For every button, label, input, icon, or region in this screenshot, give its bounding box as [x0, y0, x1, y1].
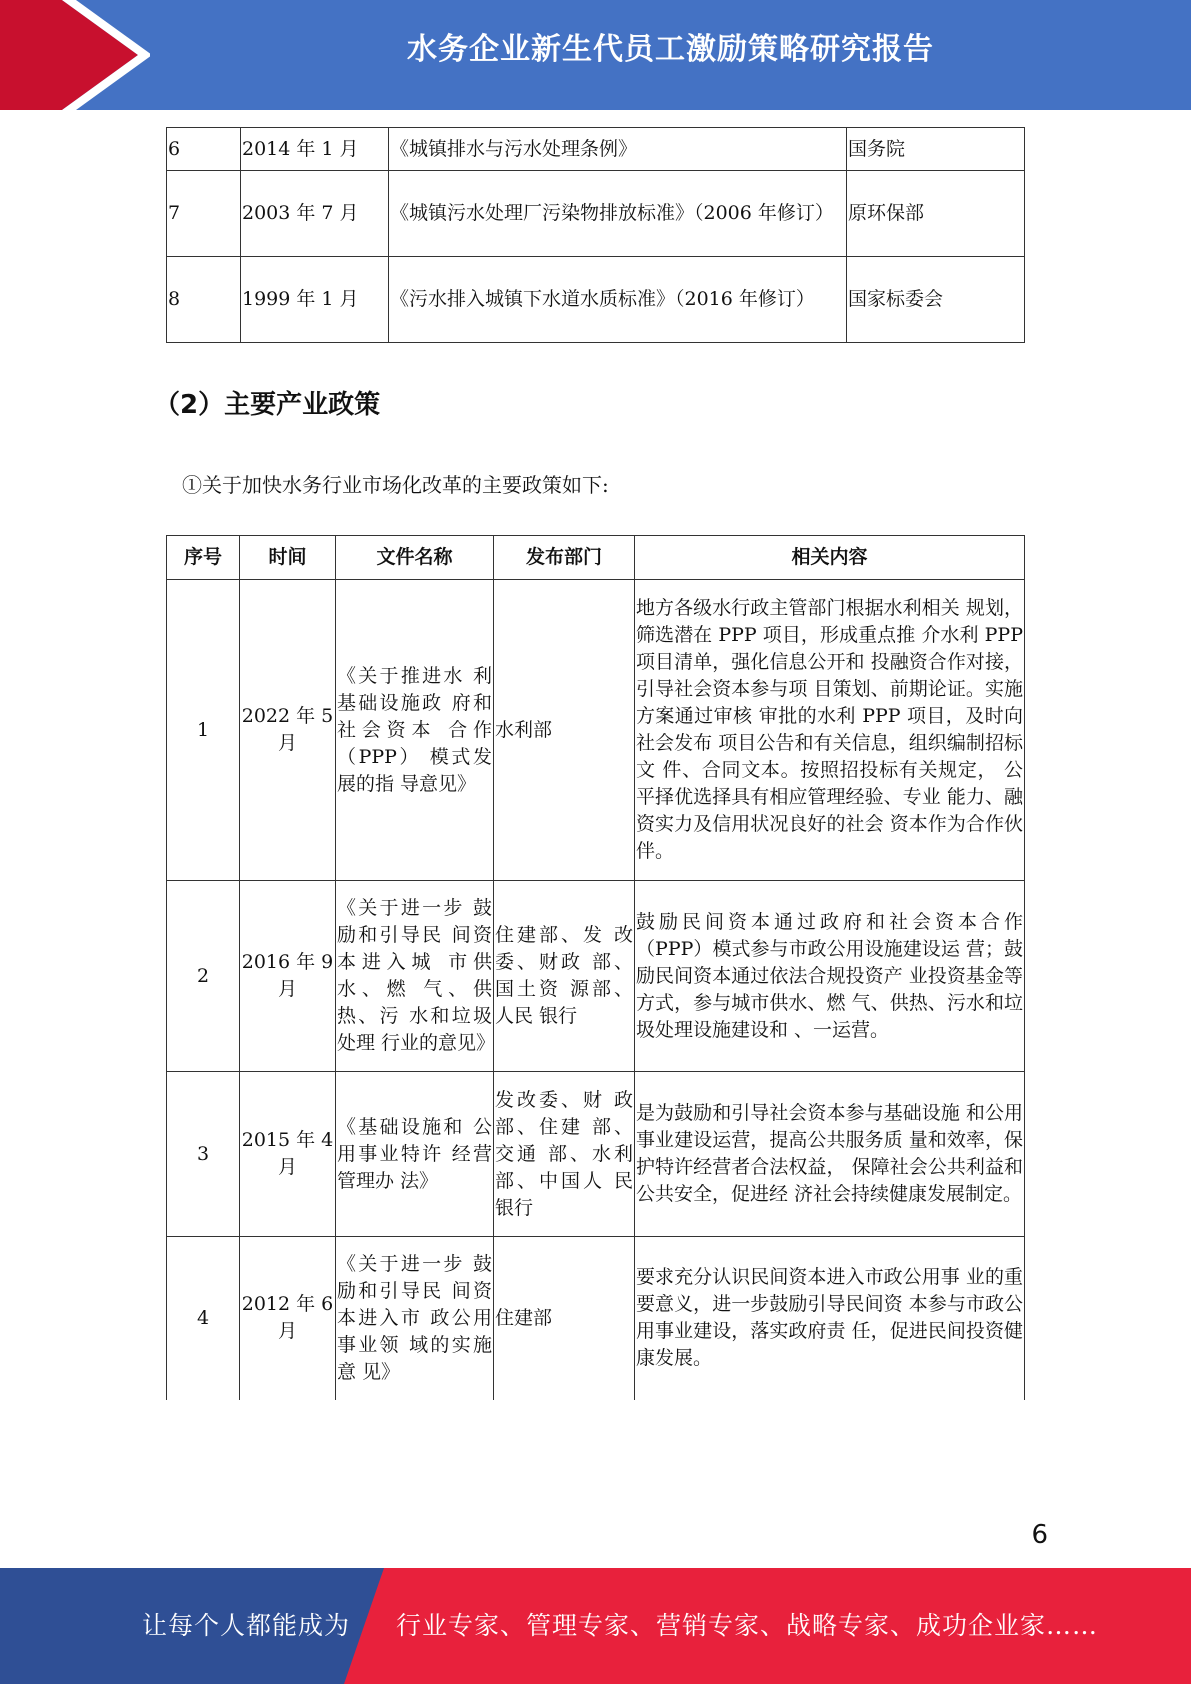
footer-slogan-right: 行业专家、管理专家、营销专家、战略专家、成功企业家…… [396, 1611, 1099, 1640]
row-index: 7 [167, 171, 241, 257]
table-row [167, 881, 1025, 1072]
row-department: 原环保部 [847, 171, 1025, 257]
row-department: 水利部 [494, 580, 635, 881]
row-department: 住建部 [494, 1237, 635, 1400]
row-index: 6 [167, 128, 241, 171]
row-content: 是为鼓励和引导社会资本参与基础设施 和公用事业建设运营，提高公共服务质 量和效率，保护特许经营者合法权益， 保障社会公共利益和公共安全，促进经 济社会持续健康发展制定。 [635, 1072, 1025, 1237]
column-header-document-name: 文件名称 [336, 536, 494, 580]
row-index: 4 [167, 1237, 240, 1400]
table-row [167, 128, 1025, 171]
footer-banner [0, 1568, 1191, 1684]
regulation-table [166, 127, 1025, 343]
section-heading: （2）主要产业政策 [154, 390, 381, 420]
table-row [167, 580, 1025, 881]
header-arrow-graphic [0, 0, 150, 110]
row-document-name: 《污水排入城镇下水道水质标准》（2016 年修订） [389, 257, 847, 343]
column-header-department: 发布部门 [494, 536, 635, 580]
row-content: 鼓励民间资本通过政府和社会资本合作（PPP）模式参与市政公用设施建设运 营；鼓励民间资本通过依法合规投资产 业投资基金等方式，参与城市供水、燃 气、供热、污水和垃圾处理设施建设和 、一运营。 [635, 881, 1025, 1072]
policy-table [166, 535, 1025, 1400]
section-intro: ①关于加快水务行业市场化改革的主要政策如下: [182, 473, 609, 497]
row-date: 1999 年 1 月 [241, 257, 389, 343]
row-index: 3 [167, 1072, 240, 1237]
report-title: 水务企业新生代员工激励策略研究报告 [407, 32, 934, 67]
row-document-name: 《城镇污水处理厂污染物排放标准》（2006 年修订） [389, 171, 847, 257]
row-document-name: 《基础设施和 公用事业特许 经营管理办 法》 [336, 1072, 494, 1237]
table-row [167, 1072, 1025, 1237]
row-index: 2 [167, 881, 240, 1072]
row-date: 2022 年 5 月 [240, 580, 336, 881]
table-row [167, 171, 1025, 257]
row-document-name: 《关于进一步 鼓励和引导民 间资本进入市 政公用事业领 域的实施意 见》 [336, 1237, 494, 1400]
table-row [167, 1237, 1025, 1400]
row-document-name: 《城镇排水与污水处理条例》 [389, 128, 847, 171]
row-department: 住建部、发 改委、财政 部、国土资 源部、人民 银行 [494, 881, 635, 1072]
footer-slogan-left: 让每个人都能成为 [142, 1611, 351, 1640]
row-document-name: 《关于进一步 鼓励和引导民 间资本进入城 市供水、燃 气、供热、污 水和垃圾处理 行业的意见》 [336, 881, 494, 1072]
row-date: 2016 年 9 月 [240, 881, 336, 1072]
table-header-row [167, 536, 1025, 580]
column-header-index: 序号 [167, 536, 240, 580]
row-department: 国家标委会 [847, 257, 1025, 343]
row-index: 8 [167, 257, 241, 343]
row-document-name: 《关于推进水 利基础设施政 府和社会资本 合作（PPP） 模式发展的指 导意见》 [336, 580, 494, 881]
header-banner [0, 0, 1191, 110]
row-date: 2003 年 7 月 [241, 171, 389, 257]
row-department: 国务院 [847, 128, 1025, 171]
table-row [167, 257, 1025, 343]
row-date: 2014 年 1 月 [241, 128, 389, 171]
row-index: 1 [167, 580, 240, 881]
row-date: 2012 年 6 月 [240, 1237, 336, 1400]
row-date: 2015 年 4 月 [240, 1072, 336, 1237]
column-header-content: 相关内容 [635, 536, 1025, 580]
row-department: 发改委、财 政部、住建 部、交通 部、水利部、中国人 民银行 [494, 1072, 635, 1237]
page-number: 6 [1031, 1520, 1048, 1550]
row-content: 要求充分认识民间资本进入市政公用事 业的重要意义，进一步鼓励引导民间资 本参与市政公用事业建设，落实政府责 任，促进民间投资健康发展。 [635, 1237, 1025, 1400]
row-content: 地方各级水行政主管部门根据水利相关 规划，筛选潜在 PPP 项目，形成重点推 介水利 PPP 项目清单，强化信息公开和 投融资合作对接，引导社会资本参与项 目策划、前期论证。实施方案通过审核 审批的水利 PPP 项目，及时向社会发布 项目公告和有关信息，组织编制招标文 件、合同文本。按照招投标有关规定， 公平择优选择具有相应管理经验、专业 能力、融资实力及信用状况良好的社会 资本作为合作伙伴。 [635, 580, 1025, 881]
column-header-date: 时间 [240, 536, 336, 580]
